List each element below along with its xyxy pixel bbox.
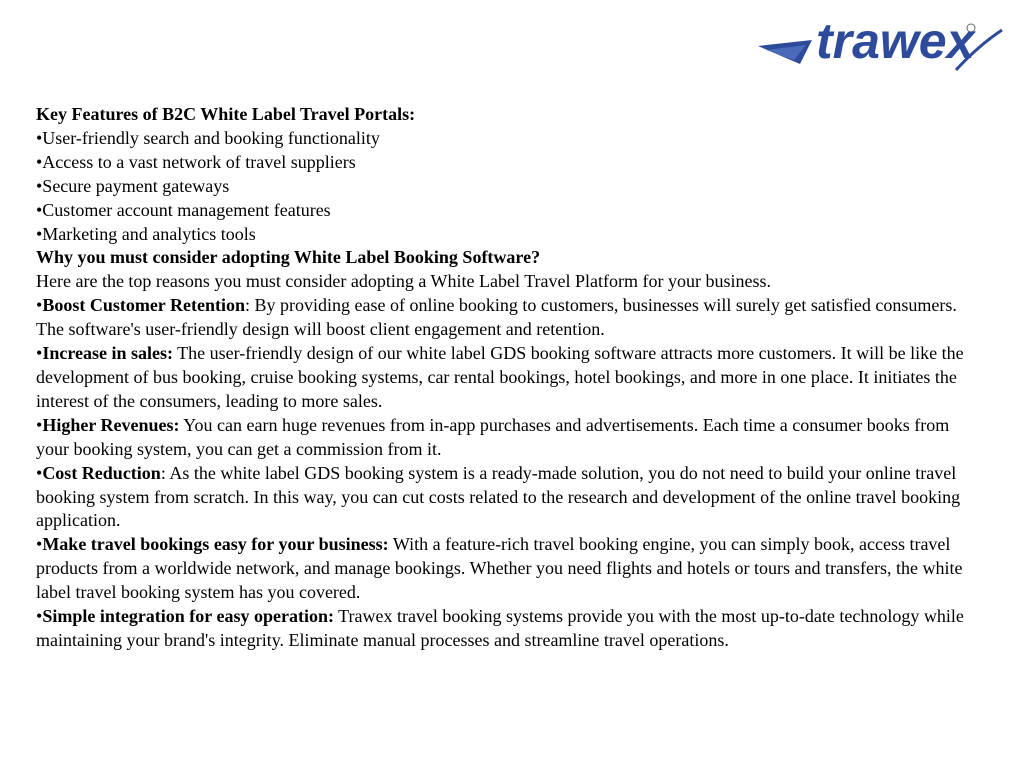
reason-title: Boost Customer Retention	[42, 295, 245, 316]
reason-item	[36, 342, 986, 414]
logo-wordmark: trawex	[816, 13, 975, 69]
document-body	[36, 103, 986, 653]
bullet: •	[36, 606, 43, 627]
bullet: •	[36, 343, 43, 364]
reason-title: Make travel bookings easy for your business:	[42, 534, 389, 555]
reason-text: The user-friendly design of our white label GDS booking software attracts more customers. It will be like the development of bus booking, cruise booking systems, car rental bookings, hotel bookings, and more in one place. It initiates the interest of the consumers, leading to more sales.	[36, 343, 964, 411]
reason-item	[36, 294, 986, 342]
reason-title: Cost Reduction	[42, 462, 161, 483]
feature-item: •Secure payment gateways	[36, 175, 230, 196]
feature-item: •Marketing and analytics tools	[36, 223, 256, 244]
reason-item	[36, 605, 986, 653]
bullet: •	[36, 462, 43, 483]
intro-text: Here are the top reasons you must consider adopting a White Label Travel Platform for your business.	[36, 271, 772, 292]
features-heading: Key Features of B2C White Label Travel Portals:	[36, 104, 416, 124]
reason-text: : As the white label GDS booking system is a ready-made solution, you do not need to build your online travel booking system from scratch. In this way, you can cut costs related to the research and development of the online travel booking application.	[36, 462, 961, 531]
reason-title: Simple integration for easy operation:	[42, 606, 334, 627]
reason-text: You can earn huge revenues from in-app purchases and advertisements. Each time a consumer books from your booking system, you can get a commission from it.	[36, 414, 950, 459]
feature-item: •Customer account management features	[36, 199, 331, 220]
reason-text: With a feature-rich travel booking engine, you can simply book, access travel products from a worldwide network, and manage bookings. Whether you need flights and hotels or tours and transfers, the white label travel booking system has you covered.	[36, 534, 963, 603]
reason-item	[36, 414, 986, 462]
bullet: •	[36, 295, 43, 316]
reason-text: : By providing ease of online booking to customers, businesses will surely get satisfied consumers. The software's user-friendly design will boost client engagement and retention.	[36, 295, 957, 340]
feature-item: •User-friendly search and booking functionality	[36, 127, 380, 148]
reason-title: Higher Revenues:	[42, 414, 180, 435]
reason-item	[36, 462, 986, 534]
reason-title: Increase in sales:	[42, 343, 173, 364]
reason-text: Trawex travel booking systems provide you with the most up-to-date technology while maintaining your brand's integrity. Eliminate manual processes and streamline travel operations.	[36, 606, 964, 650]
trawex-logo	[756, 13, 1006, 78]
why-heading: Why you must consider adopting White Label Booking Software?	[36, 247, 541, 268]
bullet: •	[36, 414, 43, 435]
reason-item	[36, 533, 986, 605]
feature-item: •Access to a vast network of travel suppliers	[36, 151, 356, 172]
bullet: •	[36, 534, 43, 555]
